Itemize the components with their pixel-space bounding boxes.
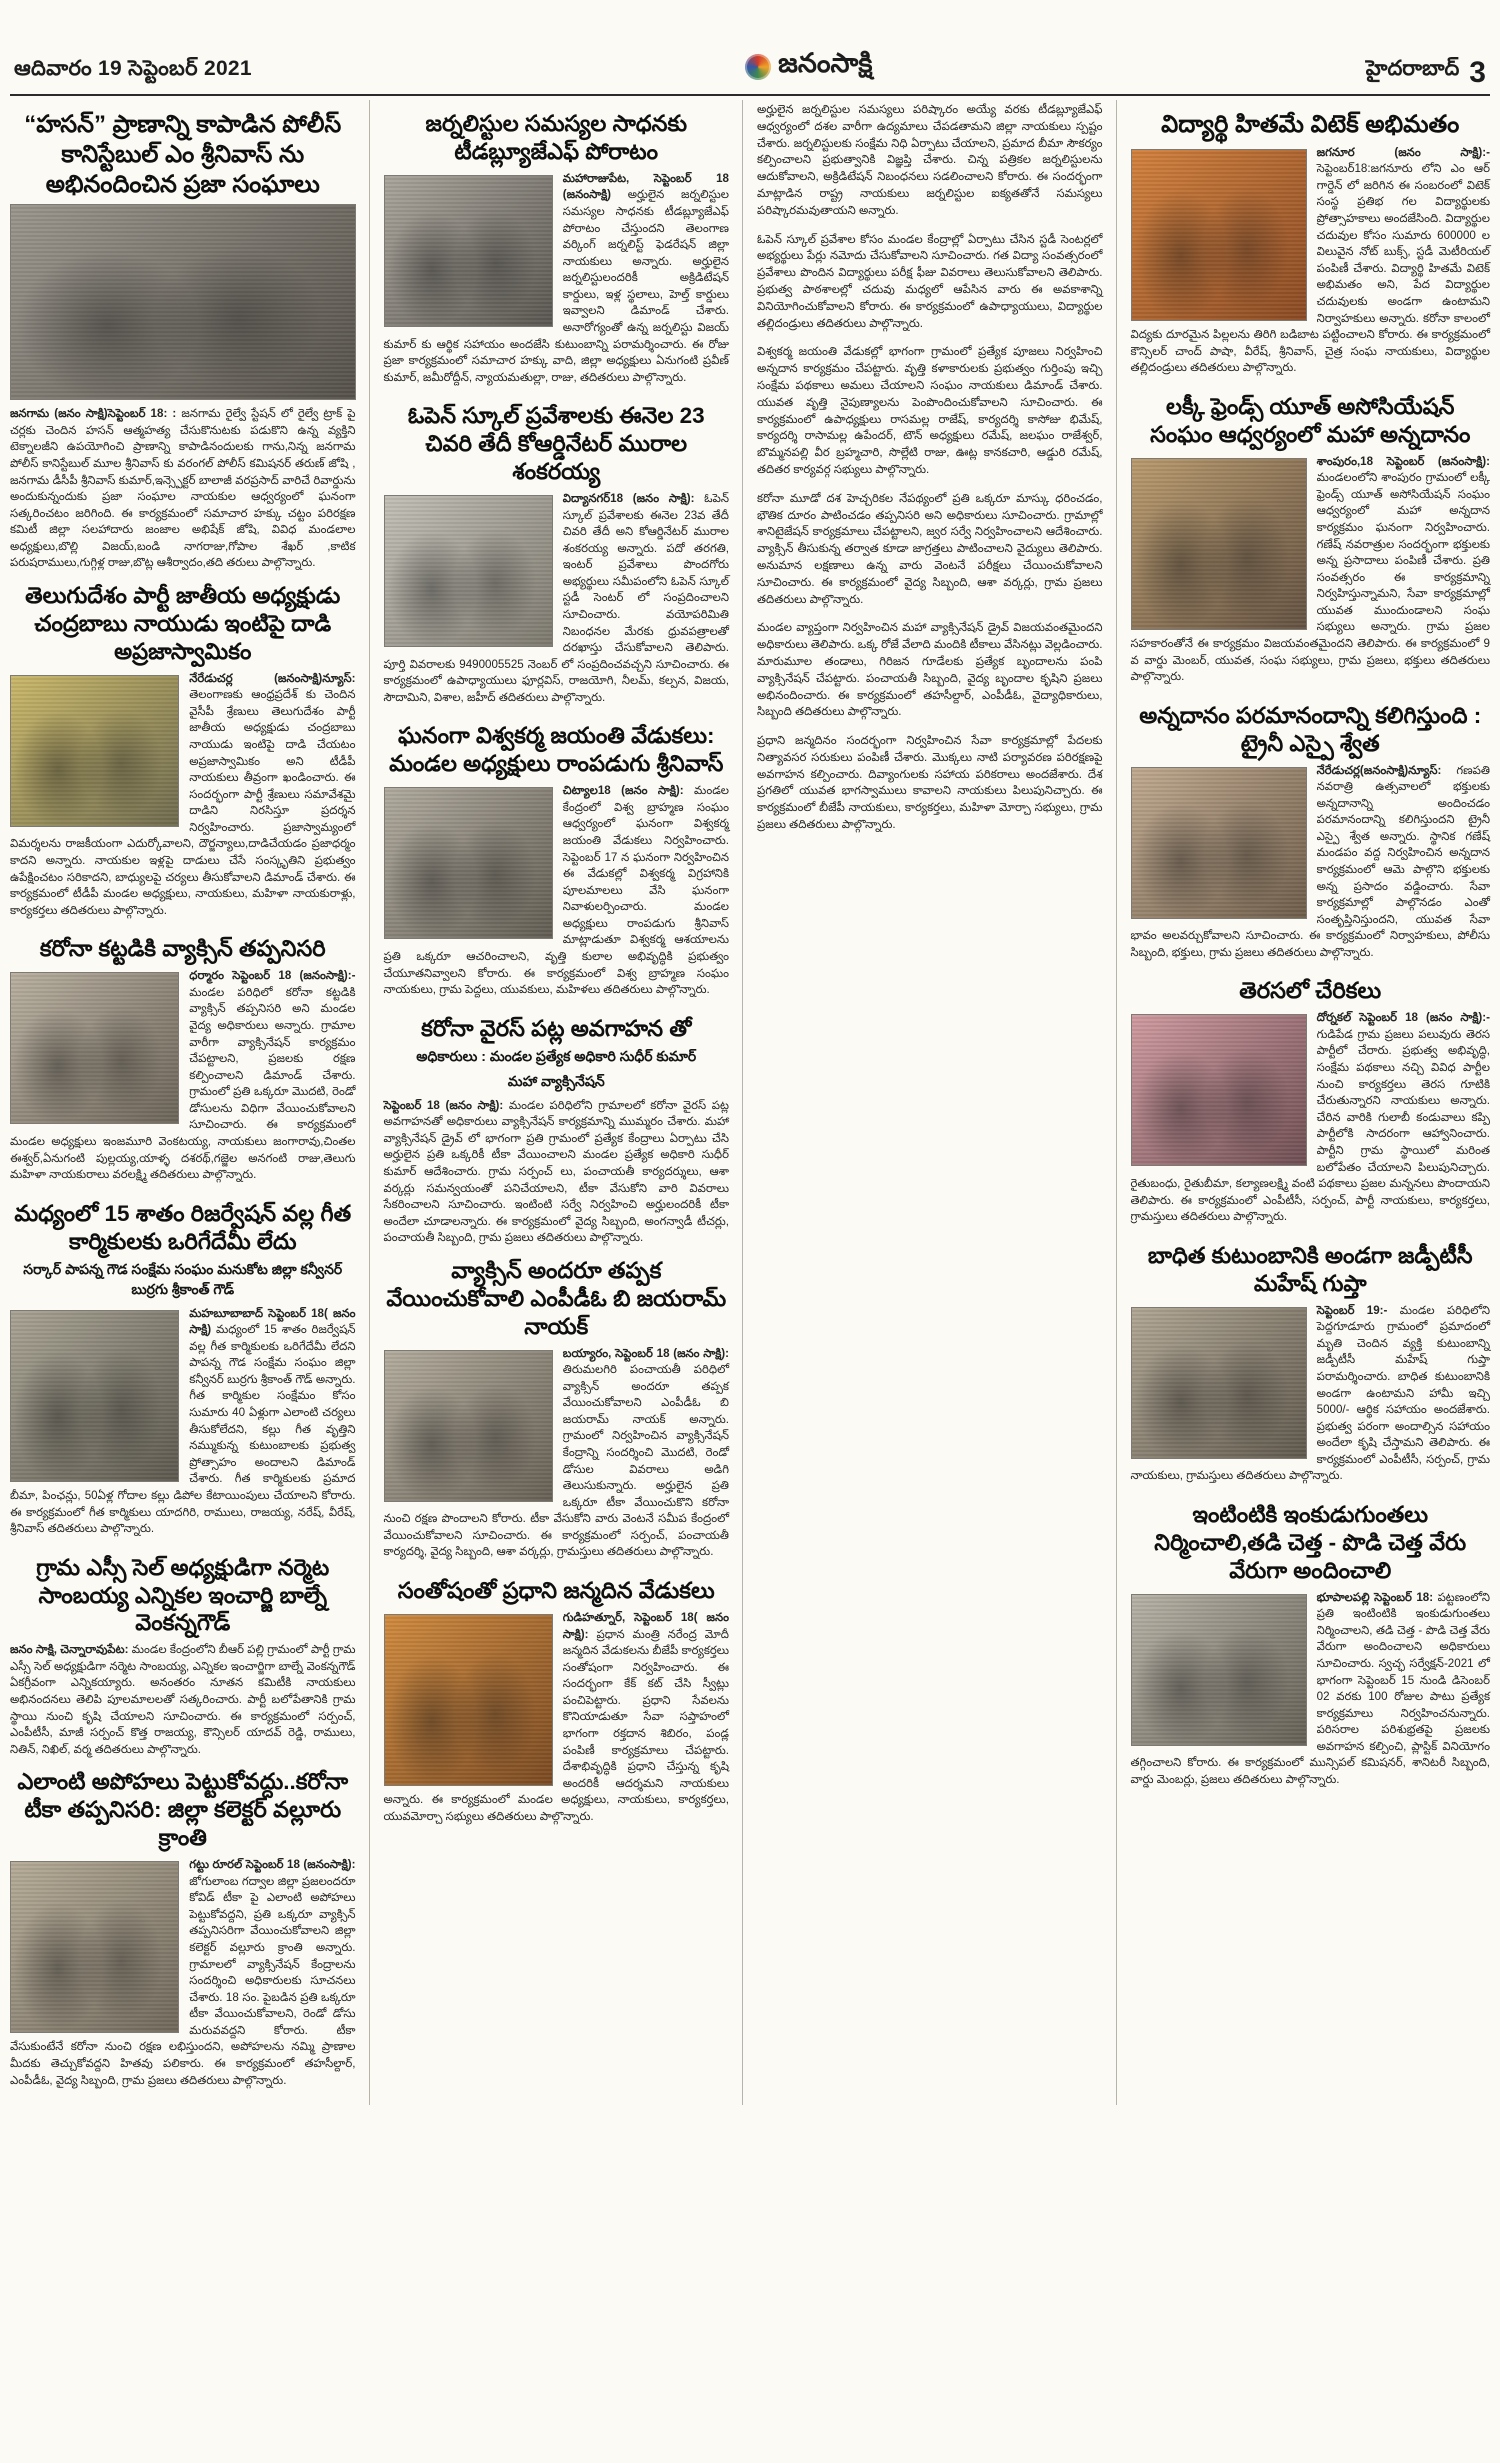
article <box>1131 1501 1491 1795</box>
article <box>10 1200 356 1544</box>
article-dateline: జగనూర (జనం సాక్షి):- <box>1316 145 1490 159</box>
article-dateline: చిట్యాల18 (జనం సాక్షి): <box>562 784 684 798</box>
article-body <box>10 406 356 572</box>
article-dateline: దోర్నకల్ సెప్టెంబర్ 18 (జనం సాక్షి):- <box>1316 1011 1490 1025</box>
article-text: మండలంలోని శాంపురం గ్రామంలో లక్కీ ఫ్రెండ్స్ యూత్ అసోసియేషన్ సంఘం ఆధ్వర్యంలో మహా అన్నదాన కార్యక్రమం ఘనంగా నిర్వహించారు. గణేష్ నవరాత్రుల సందర్భంగా భక్తులకు అన్న ప్రసాదాలు పంపిణీ చేశారు. ప్రతి సంవత్సరం ఈ కార్యక్రమాన్ని నిర్వహిస్తున్నామని, సేవా కార్యక్రమాల్లో యువత ముందుండాలని సంఘ సభ్యులు అన్నారు. గ్రామ ప్రజల సహకారంతోనే ఈ కార్యక్రమం విజయవంతమైందని తెలిపారు. ఈ కార్యక్రమంలో 9 వ వార్డు మెంబర్, యువత, సంఘ సభ్యులు, గ్రామ ప్రజలు, భక్తులు తదితరులు పాల్గొన్నారు. <box>1130 471 1490 684</box>
continuation-text: కరోనా మూడో దశ హెచ్చరికల నేపథ్యంలో ప్రతి ఒక్కరూ మాస్కు ధరించడం, భౌతిక దూరం పాటించడం తప్పనిసరి అని అధికారులు సూచించారు. గ్రామాల్లో శానిటైజేషన్ కార్యక్రమాలు చేపట్టాలని, జ్వర సర్వే నిర్వహించాలని ఆదేశించారు. వ్యాక్సిన్ తీసుకున్న తర్వాత కూడా జాగ్రత్తలు పాటించాలని వైద్యులు తెలిపారు. అనుమాన లక్షణాలు ఉన్న వారు వెంటనే పరీక్షలు చేయించుకోవాలని సూచించారు. ఈ కార్యక్రమంలో వైద్య సిబ్బంది, ఆశా వర్కర్లు, గ్రామ ప్రజలు తదితరులు పాల్గొన్నారు. <box>757 491 1103 606</box>
column-1 <box>10 100 370 2105</box>
article-headline: సంతోషంతో ప్రధాని జన్మదిన వేడుకలు <box>397 1578 715 1604</box>
article <box>10 1554 356 1759</box>
article-headline: గ్రామ ఎస్సీ సెల్ అధ్యక్షుడిగా నర్మెట సాంబయ్య ఎన్నికల ఇంచార్జి బాల్నే వెంకన్నగౌడ్ <box>36 1554 330 1636</box>
article <box>384 1257 730 1567</box>
article-photo <box>384 1350 553 1502</box>
article-headline: మధ్యంలో 15 శాతం రిజర్వేషన్ వల్ల గీత కార్మికులకు ఒరిగేదేమీ లేదు <box>14 1200 352 1254</box>
article-photo <box>10 972 179 1124</box>
article-headline: తెరసలో చేరికలు <box>1239 978 1382 1004</box>
article-headline: ఇంటింటికి ఇంకుడుగుంతలు నిర్మించాలి,తడి చెత్త - పొడి చెత్త వేరు వేరుగా అందించాలి <box>1154 1501 1467 1583</box>
article-photo <box>10 1310 179 1482</box>
article-text: మండల పరిధిలో కరోనా కట్టడికి వ్యాక్సిన్ తప్పనిసరి అని మండల వైద్య అధికారులు అన్నారు. గ్రామాల వారీగా వ్యాక్సినేషన్ కార్యక్రమం చేపట్టాలని, ప్రజలకు రక్షణ కల్పించాలని డిమాండ్ చేశారు. గ్రామంలో ప్రతి ఒక్కరూ మొదటి, రెండో డోసులను విధిగా వేయించుకోవాలని సూచించారు. ఈ కార్యక్రమంలో మండల అధ్యక్షులు ఇంజమూరి వెంకటయ్య, నాయకులు జంగారావు,చింతల ఈశ్వర్,ఏనుగంటి పుల్లయ్య,యాళ్ళ దశరథ్,గజ్జెల అనగంటి రాజు,తెలుగు మహిళా నాయకురాలు వరలక్ష్మి తదితరులు పాల్గొన్నారు. <box>10 985 356 1182</box>
article <box>1131 702 1491 968</box>
article <box>10 582 356 925</box>
article-subheadline: అధికారులు : మండల ప్రత్యేక అధికారి సుధీర్ కుమార్ <box>416 1047 697 1064</box>
article-dateline: గుడిహత్నూర్, సెప్టెంబర్ 18( జనం సాక్షి): <box>562 1610 729 1641</box>
article-text: తిరుమలగిరి పంచాయతీ పరిధిలో వ్యాక్సిన్ అందరూ తప్పక వేయించుకోవాలని ఎంపీడీఓ బి జయరామ్ నాయక్ అన్నారు. గ్రామంలో నిర్వహించిన వ్యాక్సినేషన్ కేంద్రాన్ని సందర్శించి మొదటి, రెండో డోసుల వివరాలు అడిగి తెలుసుకున్నారు. అర్హులైన ప్రతి ఒక్కరూ టీకా వేయించుకొని కరోనా నుంచి రక్షణ పొందాలని కోరారు. టీకా వేసుకోని వారు వెంటనే సమీప కేంద్రంలో వేయించుకోవాలని సూచించారు. ఈ కార్యక్రమంలో సర్పంచ్, పంచాయతీ కార్యదర్శి, వైద్య సిబ్బంది, ఆశా వర్కర్లు, గ్రామస్తులు తదితరులు పాల్గొన్నారు. <box>383 1363 729 1559</box>
article-text: సెప్టెంబర్18:జగనూరు లోని ఎం ఆర్ గార్డెన్ లో జరిగిన ఈ సంబరంలో విటెక్ సంస్థ ప్రతిభ గల విద్యార్థులకు ప్రోత్సాహకాలు అందజేసింది. విద్యార్థుల చదువుల కోసం సుమారు 600000 ల విలువైన నోట్ బుక్స్, స్టడీ మెటీరియల్ పంపిణీ చేశారు. విద్యార్థి హితమే విటెక్ అభిమతం అని, పేద విద్యార్థుల చదువులకు అండగా ఉంటామని నిర్వాహకులు అన్నారు. కరోనా కాలంలో విద్యకు దూరమైన పిల్లలను తిరిగి బడిబాట పట్టించాలని కోరారు. ఈ కార్యక్రమంలో కౌన్సిలర్ చాంద్ పాషా, వీరేష్, శ్రీనివాస్, చైత్ర సంఘ నాయకులు, విద్యార్థుల తల్లిదండ్రులు తదితరులు పాల్గొన్నారు. <box>1130 162 1490 375</box>
article-photo <box>1131 1307 1307 1459</box>
article-dateline: జనగామ (జనం సాక్షి)సెప్టెంబర్ 18: : <box>10 407 177 421</box>
article-body <box>384 1098 730 1247</box>
article-headline: విద్యార్థి హితమే విటెక్ అభిమతం <box>1161 111 1460 138</box>
article-headline: లక్కీ ఫ్రెండ్స్ యూత్ అసోసియేషన్ సంఘం ఆధ్వర్యంలో మహా అన్నదానం <box>1150 393 1471 447</box>
column-2 <box>384 100 744 2105</box>
article-text: మండల పరిధిలోని పెద్దగూడూరు గ్రామంలో ప్రమాదంలో మృతి చెందిన వ్యక్తి కుటుంబాన్ని జడ్పీటీసీ మహేష్ గుప్తా పరామర్శించారు. బాధిత కుటుంబానికి అండగా ఉంటామని హామీ ఇచ్చి 5000/- ఆర్థిక సహాయం అందజేశారు. ప్రభుత్వ పరంగా అందాల్సిన సహాయం అందేలా కృషి చేస్తామని తెలిపారు. ఈ కార్యక్రమంలో ఎంపీటీసీ, సర్పంచ్, గ్రామ నాయకులు, గ్రామస్తులు తదితరులు పాల్గొన్నారు. <box>1130 1303 1491 1483</box>
article <box>1131 1242 1491 1491</box>
continuation-text: అర్హులైన జర్నలిస్టుల సమస్యలు పరిష్కారం అయ్యే వరకు టీడబ్ల్యూజేఎఫ్ ఆధ్వర్యంలో దశల వారీగా ఉద్యమాలు చేపడతామని జిల్లా నాయకులు స్పష్టం చేశారు. జర్నలిస్టులకు సంక్షేమ నిధి ఏర్పాటు చేయాలని, ప్రమాద బీమా సౌకర్యం కల్పించాలని ప్రభుత్వానికి విజ్ఞప్తి చేశారు. చిన్న పత్రికల జర్నలిస్టులను ఆదుకోవాలని, అక్రిడిటేషన్ నిబంధనలు సడలించాలని కోరారు. ఈ సందర్భంగా మాట్లాడిన రాష్ట్ర నాయకులు జర్నలిస్టుల ఐక్యతతోనే సమస్యలు పరిష్కారమవుతాయని అన్నారు. <box>757 103 1103 217</box>
article <box>1131 977 1491 1231</box>
article <box>384 1577 730 1831</box>
article-dateline: సెప్టెంబర్ 18 (జనం సాక్షి): <box>383 1098 504 1112</box>
issue-date: ఆదివారం 19 సెప్టెంబర్ 2021 <box>14 57 252 80</box>
article-photo <box>1131 458 1307 630</box>
article-dateline: జనం సాక్షి, చెన్నారావుపేట: <box>10 1643 129 1657</box>
article-headline: జర్నలిస్టుల సమస్యల సాధనకు టీడబ్ల్యూజేఎఫ్ పోరాటం <box>425 111 687 164</box>
article-photo <box>384 175 553 327</box>
article-headline: ఘనంగా విశ్వకర్మ జయంతి వేడుకలు: మండల అధ్యక్షులు రాంపడుగు శ్రీనివాస్ <box>389 723 724 777</box>
masthead-logo-icon <box>745 54 771 80</box>
article-headline: వ్యాక్సిన్ అందరూ తప్పక వేయించుకోవాలి ఎంపీడీఓ బి జయరామ్ నాయక్ <box>386 1257 727 1339</box>
article-dateline: శాంపురం,18 సెప్టెంబర్ (జనంసాక్షి): <box>1316 454 1490 468</box>
article-text: గుడిపేడ గ్రామ ప్రజలు పలువురు తెరస పార్టీలో చేరారు. ప్రభుత్వ అభివృద్ధి, సంక్షేమ పథకాలు నచ్చి వివిధ పార్టీల నుంచి కార్యకర్తలు తెరస గూటికి చేరుతున్నారని నాయకులు అన్నారు. చేరిన వారికి గులాబీ కండువాలు కప్పి పార్టీలోకి సాదరంగా ఆహ్వానించారు. పార్టీని గ్రామ స్థాయిలో మరింత బలోపేతం చేయాలని పిలుపునిచ్చారు. రైతుబంధు, రైతుబీమా, కల్యాణలక్ష్మి వంటి పథకాలు ప్రజల మన్ననలు పొందాయని తెలిపారు. ఈ కార్యక్రమంలో ఎంపీటీసీ, సర్పంచ్, పార్టీ నాయకులు, కార్యకర్తలు, గ్రామస్తులు తదితరులు పాల్గొన్నారు. <box>1130 1027 1490 1224</box>
article-photo <box>10 675 179 827</box>
article-photo <box>10 204 356 400</box>
column-4 <box>1131 100 1491 2105</box>
article-dateline: నేరేడుచర్ల (జనంసాక్షి)న్యూస్: <box>189 671 356 685</box>
column-3 <box>757 100 1117 2105</box>
article-text: జనగామ రైల్వే స్టేషన్ లో రైల్వే ట్రాక్ పై చర్లకు చెందిన హసన్ ఆత్మహత్య చేసుకొనుటకు పడుకొని ఉన్న వ్యక్తిని టెక్నాలజీని ఉపయోగించి ప్రాణాన్ని కాపాడినందులకు గాను,నిన్న జనగామ పోలీస్ కానిస్టేబుల్ మూల శ్రీనివాస్ కు వరంగల్ పోలీస్ కమిషనర్ తరుణ్ జోషి , జనగామ డీసీపీ శ్రీనివాస్ కుమార్,ఇన్స్పెక్టర్ బాలాజీ వరప్రసాద్ వారిచే రివార్డును అందుకున్నందుకు ప్రజా సంఘాల నాయకుల ఆధ్వర్యంలో ఘనంగా సత్కరించటం జరిగింది. ఈ కార్యక్రమంలో సమాచార హక్కు చట్టం పరిరక్షణ కమిటీ జిల్లా సలహాదారు జంజాల అభిషేక్ జోషి, వివిధ మండలాల అధ్యక్షులు,బొల్లి విజయ్,బండి నాగరాజు,గోపాల శేఖర్ ,కాటిక పరుషరాములు,గుగ్గిళ్ల రాజు,బొట్ల ఆశీర్వాదం,తది తరులు పాల్గొన్నారు. <box>10 407 356 570</box>
article-photo <box>1131 1594 1307 1746</box>
article-text: మండల కేంద్రంలో విశ్వ బ్రాహ్మణ సంఘం ఆధ్వర్యంలో ఘనంగా విశ్వకర్మ జయంతి వేడుకలు నిర్వహించారు. సెప్టెంబర్ 17 న ఘనంగా నిర్వహించిన ఈ వేడుకల్లో విశ్వకర్మ విగ్రహానికి పూలమాలలు వేసి ఘనంగా నివాళులర్పించారు. మండల అధ్యక్షులు రాంపడుగు శ్రీనివాస్ మాట్లాడుతూ విశ్వకర్మ ఆశయాలను ప్రతి ఒక్కరూ ఆచరించాలని, వృత్తి కులాల అభివృద్ధికి ప్రభుత్వం చేయూతనివ్వాలని కోరారు. ఈ కార్యక్రమంలో విశ్వ బ్రాహ్మణ సంఘం నాయకులు, గ్రామ పెద్దలు, యువకులు, మహిళలు తదితరులు పాల్గొన్నారు. <box>383 784 729 997</box>
page-header <box>10 6 1490 96</box>
article-subheadline: సర్కార్ పాపన్న గౌడ సంక్షేమ సంఘం మనుకోట జిల్లా కన్వీనర్ బుర్రగు శ్రీకాంత్ గౌడ్ <box>23 1260 343 1297</box>
article-text: మధ్యంలో 15 శాతం రిజర్వేషన్ వల్ల గీత కార్మికులకు ఒరిగేదేమీ లేదని పాపన్న గౌడ సంక్షేమ సంఘం జిల్లా కన్వీనర్ బుర్రగు శ్రీకాంత్ గౌడ్ అన్నారు. గీత కార్మికుల సంక్షేమం కోసం సుమారు 40 ఏళ్లుగా ఎలాంటి చర్యలు తీసుకోలేదని, కల్లు గీత వృత్తిని నమ్ముకున్న కుటుంబాలకు ప్రభుత్వ ప్రోత్సాహం అందాలని డిమాండ్ చేశారు. గీత కార్మికులకు ప్రమాద బీమా, పింఛన్లు, 50ఏళ్ల గోదాల కల్లు డిపోల కేటాయింపులు చేయాలని కోరారు. ఈ కార్యక్రమంలో గీత కార్మికులు యాదగిరి, రాములు, రాజయ్య, నరేష్, వీరేష్, శ్రీనివాస్ తదితరులు పాల్గొన్నారు. <box>10 1323 356 1536</box>
article <box>384 722 730 1004</box>
article-text: తెలంగాణకు ఆంధ్రప్రదేశ్ కు చెందిన వైసీపీ శ్రేణులు తెలుగుదేశం పార్టీ జాతీయ అధ్యక్షుడు చంద్రబాబు నాయుడు ఇంటిపై దాడి చేయటం అప్రజాస్వామికం అని టీడీపీ నాయకులు తీవ్రంగా ఖండించారు. ఈ సందర్భంగా పార్టీ శ్రేణులు సమావేశమై దాడిని నిరసిస్తూ ప్రదర్శన నిర్వహించారు. ప్రజాస్వామ్యంలో విమర్శలను రాజకీయంగా ఎదుర్కోవాలని, దౌర్జన్యాలు,దాడిచేయడం ప్రజాధర్మం కాదని అన్నారు. నాయకుల ఇళ్లపై దాడులు చేసే సంస్కృతిని ప్రభుత్వం ఉపేక్షించటం సరికాదని, బాధ్యులపై చర్యలు తీసుకోవాలని డిమాండ్ చేశారు. ఈ కార్యక్రమంలో టీడీపీ మండల అధ్యక్షులు, నాయకులు, మహిళా నాయకురాళ్లు, కార్యకర్తలు తదితరులు పాల్గొన్నారు. <box>10 688 356 917</box>
article-subheadline-2: మహా వ్యాక్సినేషన్ <box>507 1072 605 1089</box>
article-photo <box>384 1614 553 1786</box>
article-photo <box>10 1861 179 2033</box>
article-text: ప్రధాన మంత్రి నరేంద్ర మోదీ జన్మదిన వేడుకలను బీజేపీ కార్యకర్తలు సంతోషంగా నిర్వహించారు. ఈ సందర్భంగా కేక్ కట్ చేసి స్వీట్లు పంచిపెట్టారు. ప్రధాని సేవలను కొనియాడుతూ సేవా సప్తాహంలో భాగంగా రక్తదాన శిబిరం, పండ్ల పంపిణీ కార్యక్రమాలు చేపట్టారు. దేశాభివృద్ధికి ప్రధాని చేస్తున్న కృషి అందరికీ ఆదర్శమని నాయకులు అన్నారు. ఈ కార్యక్రమంలో మండల అధ్యక్షులు, నాయకులు, కార్యకర్తలు, యువమోర్చా సభ్యులు తదితరులు పాల్గొన్నారు. <box>383 1627 729 1823</box>
article-text: జోగులాంబ గద్వాల జిల్లా ప్రజలందరూ కోవిడ్ టీకా పై ఎలాంటి అపోహలు పెట్టుకోవద్దని, ప్రతి ఒక్కరూ వ్యాక్సిన్ తప్పనిసరిగా వేయించుకోవాలని జిల్లా కలెక్టర్ వల్లూరు క్రాంతి అన్నారు. గ్రామాలలో వ్యాక్సినేషన్ కేంద్రాలను సందర్శించి అధికారులకు సూచనలు చేశారు. 18 సం. పైబడిన ప్రతి ఒక్కరూ టీకా వేయించుకోవాలని, రెండో డోసు మరువవద్దని కోరారు. టీకా వేసుకుంటేనే కరోనా నుంచి రక్షణ లభిస్తుందని, అపోహలను నమ్మి ప్రాణాల మీదకు తెచ్చుకోవద్దని హితవు పలికారు. ఈ కార్యక్రమంలో తహసీల్దార్, ఎంపీడీఓ, వైద్య సిబ్బంది, గ్రామ ప్రజలు తదితరులు పాల్గొన్నారు. <box>10 1874 356 2087</box>
article-photo <box>1131 767 1307 919</box>
article <box>10 1768 356 2095</box>
article-dateline: భూపాలపల్లి సెప్టెంబర్ 18: <box>1316 1590 1434 1604</box>
article <box>384 1015 730 1247</box>
masthead-title: జనంసాక్షి <box>778 48 873 78</box>
article-headline: బాధిత కుటుంబానికి అండగా జడ్పీటీసీ మహేష్ గుప్తా <box>1147 1242 1473 1296</box>
article-dateline: మహబూబాబాద్ సెప్టెంబర్ 18( జనం సాక్షి) <box>189 1306 356 1337</box>
article-text: మండల పరిధిలోని గ్రామాలలో కరోనా వైరస్ పట్ల అవగాహనతో అధికారులు వ్యాక్సినేషన్ కార్యక్రమాన్ని ముమ్మరం చేశారు. మహా వ్యాక్సినేషన్ డ్రైవ్ లో భాగంగా ప్రతి గ్రామంలో ప్రత్యేక కేంద్రాలు ఏర్పాటు చేసి అర్హులైన ప్రతి ఒక్కరికీ టీకా వేయించాలని మండల ప్రత్యేక అధికారి సుధీర్ కుమార్ ఆదేశించారు. గ్రామ సర్పంచ్ లు, పంచాయతీ కార్యదర్శులు, ఆశా వర్కర్లు సమన్వయంతో పనిచేయాలని, టీకా వేసుకోని వారి వివరాలు సేకరించాలని సూచించారు. ఇంటింటి సర్వే నిర్వహించి అర్హులందరికీ టీకా అందేలా చూడాలన్నారు. ఈ కార్యక్రమంలో వైద్య సిబ్బంది, అంగన్వాడీ టీచర్లు, పంచాయతీ సిబ్బంది, గ్రామ ప్రజలు తదితరులు పాల్గొన్నారు. <box>383 1098 729 1245</box>
page-number: 3 <box>1469 56 1486 89</box>
article <box>384 110 730 392</box>
article-headline: “హసన్” ప్రాణాన్ని కాపాడిన పోలీస్ కానిస్టేబుల్ ఎం శ్రీనివాస్ ను అభినందించిన ప్రజా సంఘాలు <box>24 111 342 198</box>
article-headline: కరోనా వైరస్ పట్ల అవగాహన తో <box>421 1015 692 1041</box>
columns-grid <box>10 96 1490 2105</box>
article <box>1131 393 1491 692</box>
article-photo <box>384 495 553 647</box>
article-dateline: నేరేడుచర్ల(జనంసాక్షి)న్యూస్: <box>1316 763 1442 777</box>
article-headline: తెలుగుదేశం పార్టీ జాతీయ అధ్యక్షుడు చంద్రబాబు నాయుడు ఇంటిపై దాడి అప్రజాస్వామికం <box>25 583 341 664</box>
article-dateline: బయ్యారం, సెప్టెంబర్ 18 (జనం సాక్షి): <box>562 1346 729 1360</box>
article <box>384 402 730 712</box>
article-dateline: గట్టు రూరల్ సెప్టెంబర్ 18 (జనంసాక్షి): <box>189 1858 356 1872</box>
article-text: గణపతి నవరాత్రి ఉత్సవాలలో భక్తులకు అన్నదానాన్ని అందించడం పరమానందాన్ని కలిగిస్తుందని ట్రైనీ ఎస్పై శ్వేత అన్నారు. స్థానిక గణేష్ మండపం వద్ద నిర్వహించిన అన్నదాన కార్యక్రమంలో ఆమె పాల్గొని భక్తులకు అన్న ప్రసాదం వడ్డించారు. సేవా కార్యక్రమాల్లో పాల్గొనడం ఎంతో సంతృప్తినిస్తుందని, యువత సేవా భావం అలవర్చుకోవాలని సూచించారు. ఈ కార్యక్రమంలో నిర్వాహకులు, పోలీసు సిబ్బంది, భక్తులు, గ్రామ ప్రజలు తదితరులు పాల్గొన్నారు. <box>1130 763 1490 959</box>
article-headline: కరోనా కట్టడికి వ్యాక్సిన్ తప్పనిసరి <box>39 936 326 962</box>
article-text: మండల కేంద్రంలోని బీఆర్ పల్లి గ్రామంలో పార్టీ గ్రామ ఎస్సీ సెల్ అధ్యక్షుడిగా నర్మెట సాంబయ్య, ఎన్నికల ఇంచార్జిగా బాల్నే వెంకన్నగౌడ్ ఏకగ్రీవంగా ఎన్నికయ్యారు. అనంతరం నూతన కమిటీకి నాయకులు అభినందనలు తెలిపి పూలమాలలతో సత్కరించారు. పార్టీ బలోపేతానికి గ్రామ స్థాయి నుంచి కృషి చేయాలని సూచించారు. ఈ కార్యక్రమంలో సర్పంచ్, ఎంపీటీసీ, మాజీ సర్పంచ్ కొత్త రాజయ్య, కౌన్సిలర్ యాదవ్ రెడ్డి, రాములు, నితిన్, నిఖిల్, వర్మ తదితరులు పాల్గొన్నారు. <box>10 1643 356 1756</box>
article-dateline: ధర్మారం సెప్టెంబర్ 18 (జనంసాక్షి):- <box>189 969 356 983</box>
article-dateline: మహారాజుపేట, సెప్టెంబర్ 18 (జనంసాక్షి) <box>562 171 729 202</box>
edition-block <box>1365 56 1486 89</box>
article-headline: అన్నదానం పరమానందాన్ని కలిగిస్తుంది : ట్రైనీ ఎస్పై శ్వేత <box>1139 702 1482 756</box>
continuation-text: విశ్వకర్మ జయంతి వేడుకల్లో భాగంగా గ్రామంలో ప్రత్యేక పూజలు నిర్వహించి అన్నదాన కార్యక్రమం చేపట్టారు. వృత్తి కళాకారులకు ప్రభుత్వం గుర్తింపు ఇచ్చి సంక్షేమ పథకాలు అమలు చేయాలని సంఘం నాయకులు డిమాండ్ చేశారు. యువత వృత్తి నైపుణ్యాలను పెంపొందించుకోవాలని సూచించారు. ఈ కార్యక్రమంలో ఉపాధ్యక్షులు రాసమల్ల రాజేష్, కార్యదర్శి కాసోజు భిమేష్, కార్యదర్శి రాసామల్ల ఉపేందర్, టౌన్ అధ్యక్షులు రమేష్, జలఘం రాజేశ్వర్, బొమ్మనపల్లి వీర బ్రహ్మచారి, సొల్లేటి రాజు, ఊట్ల కానకచారి, ఆడ్డురి రమేష్, తదితర కార్యవర్గ సభ్యులు పాల్గొన్నారు. <box>757 345 1103 476</box>
article <box>10 110 356 572</box>
article-headline: ఎలాంటి అపోహలు పెట్టుకోవద్దు..కరోనా టీకా తప్పనిసరి: జిల్లా కలెక్టర్ వల్లూరు క్రాంతి <box>17 1769 349 1851</box>
continuation-text: ప్రధాని జన్మదినం సందర్భంగా నిర్వహించిన సేవా కార్యక్రమాల్లో పేదలకు నిత్యావసర సరుకులు పంపిణీ చేశారు. మొక్కలు నాటి పర్యావరణ పరిరక్షణపై అవగాహన కల్పించారు. దివ్యాంగులకు సహాయ పరికరాలు అందజేశారు. దేశ ప్రగతిలో యువత భాగస్వాములు కావాలని నాయకులు పిలుపునిచ్చారు. ఈ కార్యక్రమంలో బీజేపీ నాయకులు, కార్యకర్తలు, మహిళా మోర్చా సభ్యులు, గ్రామ ప్రజలు తదితరులు పాల్గొన్నారు. <box>757 734 1103 832</box>
article <box>10 935 356 1189</box>
continuation-text: మండల వ్యాప్తంగా నిర్వహించిన మహా వ్యాక్సినేషన్ డ్రైవ్ విజయవంతమైందని అధికారులు తెలిపారు. ఒక్క రోజే వేలాది మందికి టీకాలు వేసినట్లు వెల్లడించారు. మారుమూల తండాలు, గిరిజన గూడేలకు ప్రత్యేక బృందాలను పంపి వ్యాక్సినేషన్ చేపట్టారు. పంచాయతీ సిబ్బంది, వైద్య బృందాల కృషిని ప్రజలు అభినందించారు. ఈ కార్యక్రమంలో తహసీల్దార్, ఎంపీడీఓ, వైద్యాధికారులు, సిబ్బంది తదితరులు పాల్గొన్నారు. <box>757 621 1103 719</box>
article-headline: ఓపెన్ స్కూల్ ప్రవేశాలకు ఈనెల 23 చివరి తేదీ కోఆర్డినేటర్ మురాల శంకరయ్య <box>407 403 705 485</box>
article-dateline: విద్యానగర్18 (జనం సాక్షి): <box>562 491 695 505</box>
edition-name: హైదరాబాద్ <box>1365 57 1460 80</box>
article-body <box>10 1642 356 1758</box>
continuation-text: ఓపెన్ స్కూల్ ప్రవేశాల కోసం మండల కేంద్రాల్లో ఏర్పాటు చేసిన స్టడీ సెంటర్లలో అభ్యర్థులు పేర్లు నమోదు చేసుకోవాలని సూచించారు. గత విద్యా సంవత్సరంలో ప్రవేశాలు పొందిన విద్యార్థులు పరీక్ష ఫీజు వివరాలు తెలుసుకోవాలని తెలిపారు. ప్రభుత్వ పాఠశాలల్లో చదువు మధ్యలో ఆపేసిన వారు ఈ అవకాశాన్ని వినియోగించుకోవాలని కోరారు. ఈ కార్యక్రమంలో ఉపాధ్యాయులు, విద్యార్థుల తల్లిదండ్రులు తదితరులు పాల్గొన్నారు. <box>757 232 1103 330</box>
masthead <box>745 48 872 86</box>
article <box>1131 110 1491 383</box>
article-text: ఓపెన్ స్కూల్ ప్రవేశాలకు ఈనెల 23వ తేదీ చివరి తేదీ అని కోఆర్డినేటర్ మురాల శంకరయ్య అన్నారు. పదో తరగతి, ఇంటర్ ప్రవేశాలు పొందగోరు అభ్యర్థులు సమీపంలోని ఓపెన్ స్కూల్ స్టడీ సెంటర్ లో సంప్రదించాలని సూచించారు. వయోపరిమితి నిబంధనల మేరకు ధ్రువపత్రాలతో దరఖాస్తు చేసుకోవాలని తెలిపారు. పూర్తి వివరాలకు 9490005525 నెంబర్ లో సంప్రదించవచ్చని సూచించారు. ఈ కార్యక్రమంలో ఉపాధ్యాయులు ఫూర్లవిస్, రాజయోగి, నీలమ్, కల్పన, విజయ, సౌదామిని, విశాల, జహీద్ తదితరులు పాల్గొన్నారు. <box>383 491 729 704</box>
article-photo <box>384 787 553 939</box>
article-photo <box>1131 1014 1307 1166</box>
article-photo <box>1131 149 1307 321</box>
article-text: అర్హులైన జర్నలిస్టుల సమస్యల సాధనకు టీడబ్ల్యూజేఎఫ్ పోరాటం చేస్తుందని తెలంగాణ వర్కింగ్ జర్నలిస్ట్ ఫెడరేషన్ జిల్లా నాయకులు అన్నారు. అర్హులైన జర్నలిస్టులందరికీ అక్రిడిటేషన్ కార్డులు, ఇళ్ల స్థలాలు, హెల్త్ కార్డులు ఇవ్వాలని డిమాండ్ చేశారు. అనారోగ్యంతో ఉన్న జర్నలిస్టు విజయ్ కుమార్ కు ఆర్థిక సహాయం అందజేసి కుటుంబాన్ని పరామర్శించారు. ఈ రోజు ప్రజా కార్యక్రమంలో సమాచార హక్కు వాది, జిల్లా అధ్యక్షులు ఏనుగంటి ప్రవీణ్ కుమార్, జమీరోద్దీన్, న్యాయమతుల్లా, రాజు, తదితరులు పాల్గొన్నారు. <box>383 188 729 384</box>
article-text: పట్టణంలోని ప్రతి ఇంటింటికి ఇంకుడుగుంతలు నిర్మించాలని, తడి చెత్త - పొడి చెత్త వేరు వేరుగా అందించాలని అధికారులు సూచించారు. స్వచ్ఛ సర్వేక్షన్-2021 లో భాగంగా సెప్టెంబర్ 15 నుండి డిసెంబర్ 02 వరకు 100 రోజుల పాటు ప్రత్యేక కార్యక్రమాలు నిర్వహించనున్నారు. పరిసరాల పరిశుభ్రతపై ప్రజలకు అవగాహన కల్పించి, ప్లాస్టిక్ వినియోగం తగ్గించాలని కోరారు. ఈ కార్యక్రమంలో మున్సిపల్ కమిషనర్, శానిటరీ సిబ్బంది, వార్డు మెంబర్లు, ప్రజలు తదితరులు పాల్గొన్నారు. <box>1130 1590 1490 1787</box>
article-dateline: సెప్టెంబర్ 19:- <box>1316 1303 1388 1317</box>
